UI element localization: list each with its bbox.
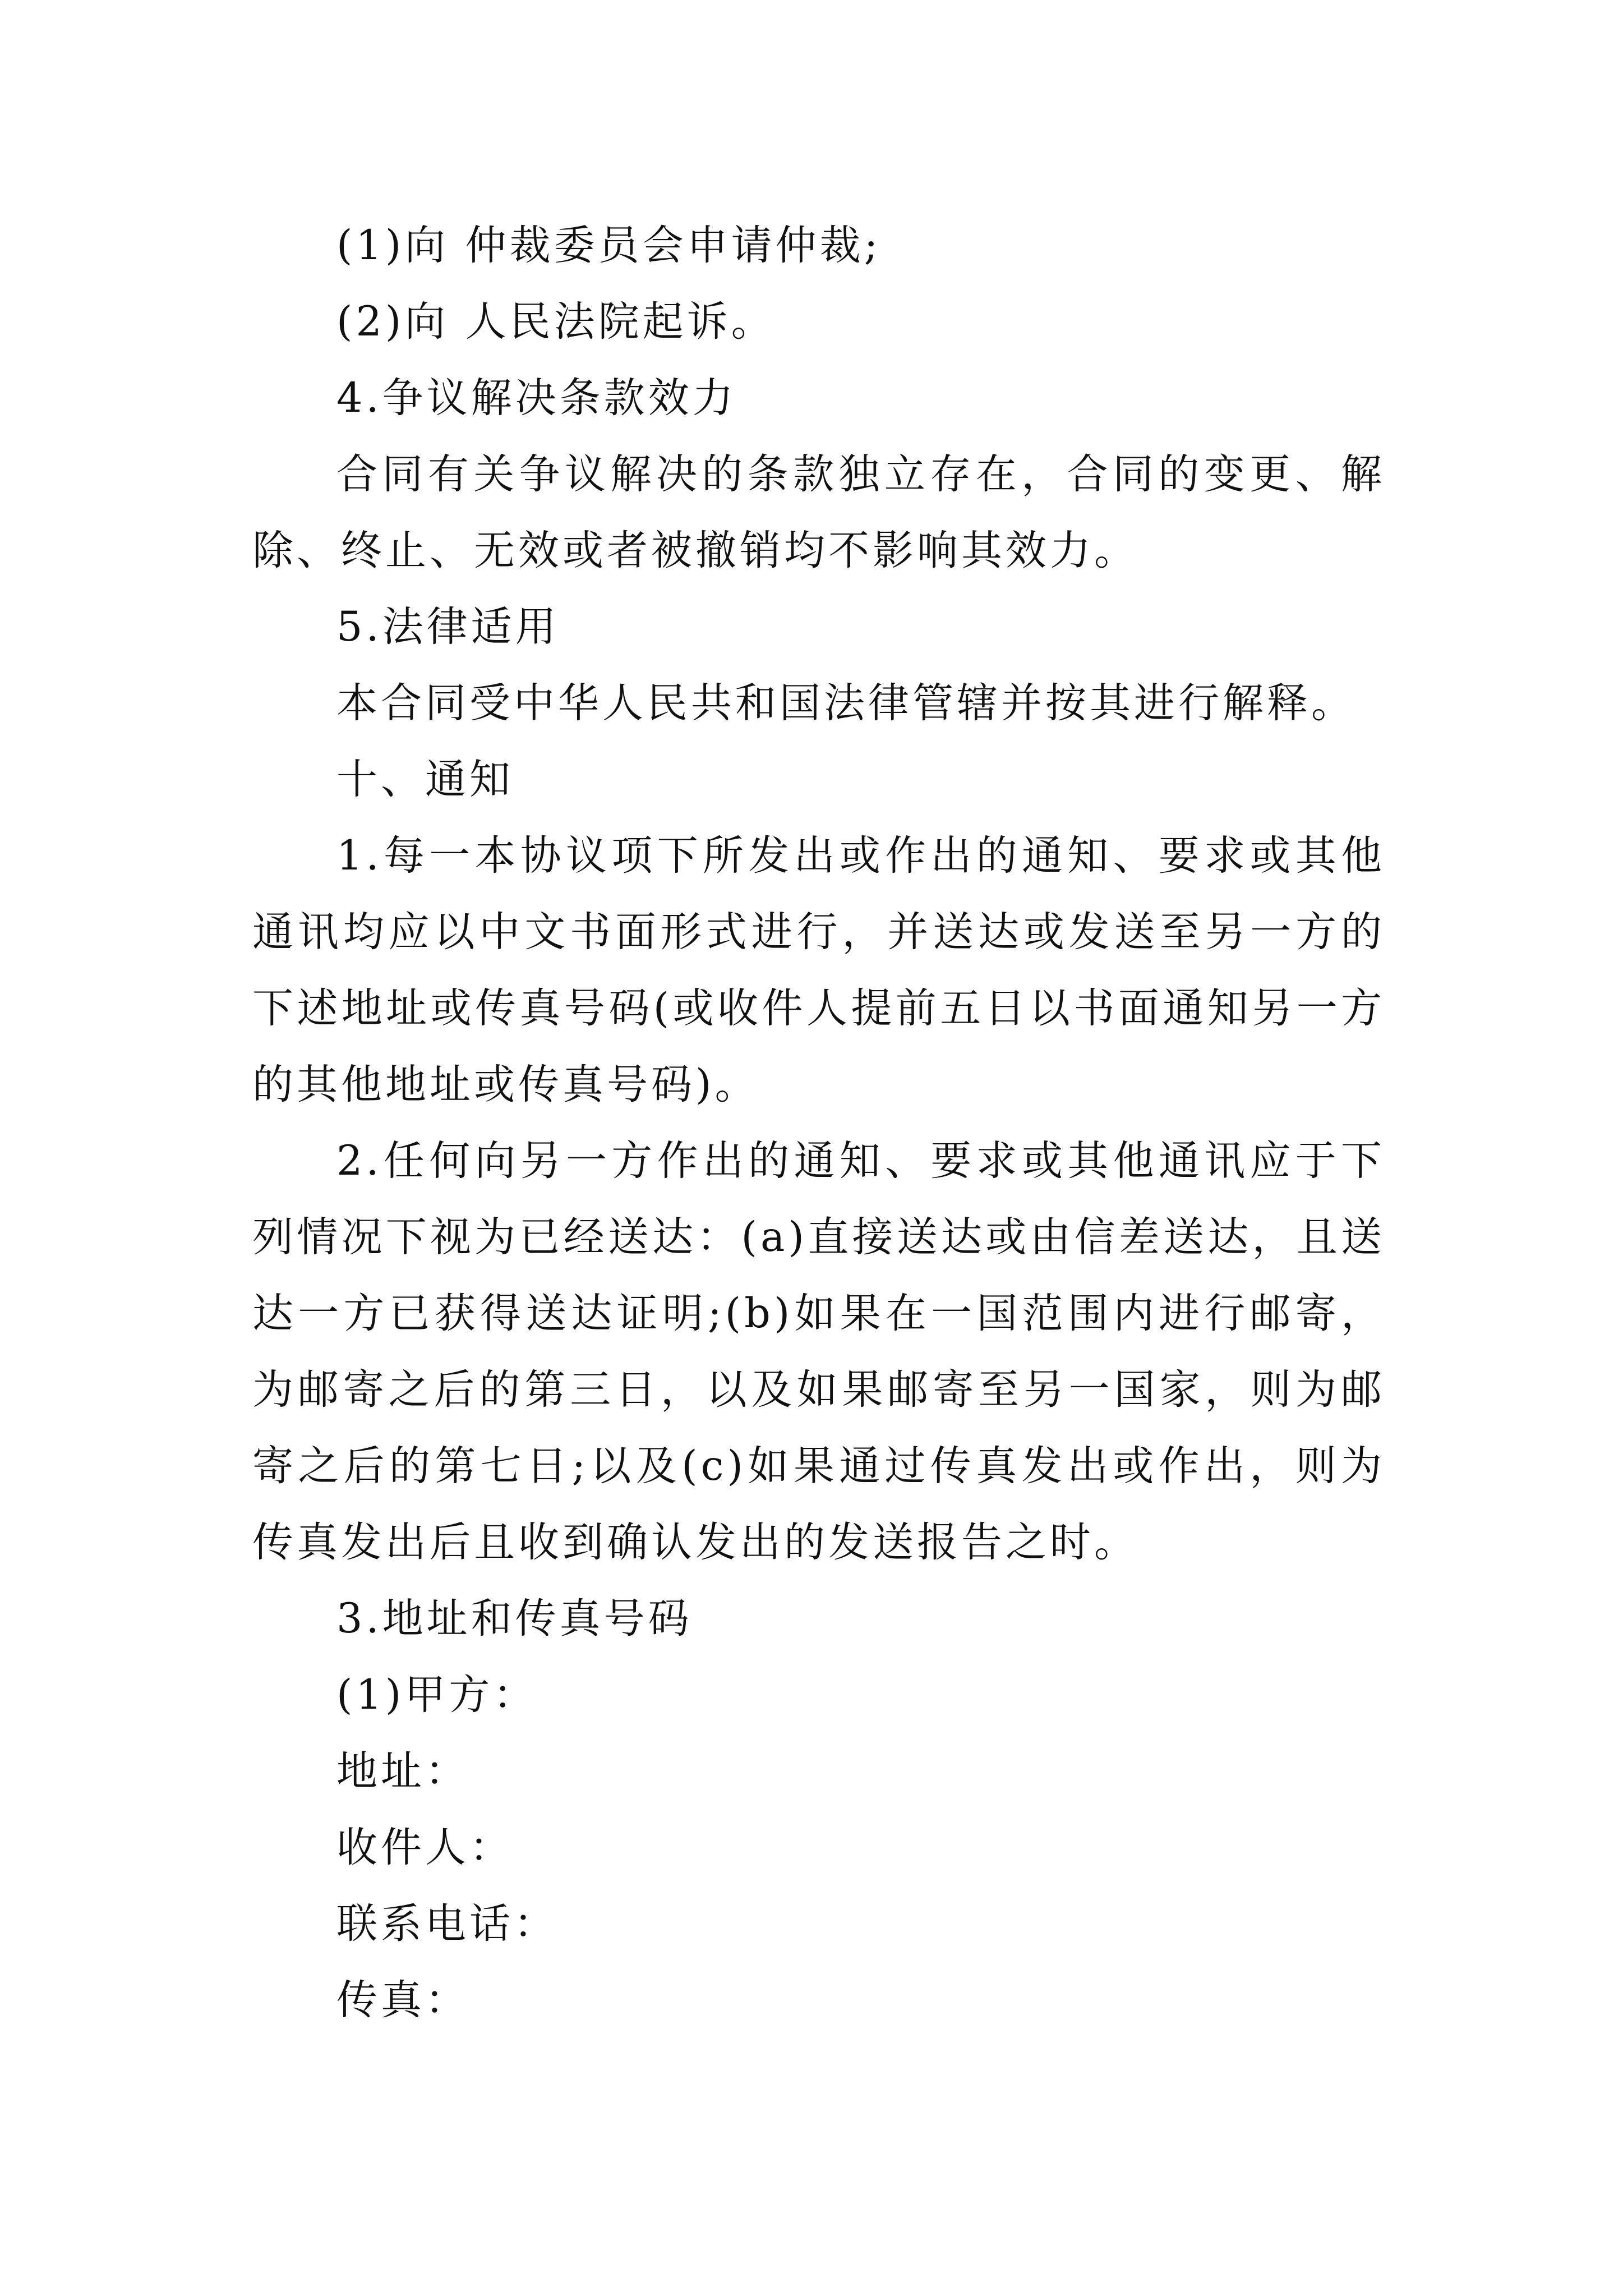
section-heading-dispute-clause-validity: 4.争议解决条款效力 bbox=[336, 374, 737, 422]
paragraph-notice-form: 1.每一本协议项下所发出或作出的通知、要求或其他通讯均应以中文书面形式进行，并送达或发送至另一方的下述地址或传真号码(或收件人提前五日以书面通知另一方的其他地址或传真号码)。 bbox=[252, 832, 1385, 1108]
section-heading-applicable-law: 5.法律适用 bbox=[336, 603, 560, 651]
field-label-address: 地址： bbox=[336, 1747, 469, 1795]
section-heading-address-fax: 3.地址和传真号码 bbox=[336, 1595, 693, 1642]
paragraph-applicable-law: 本合同受中华人民共和国法律管辖并按其进行解释。 bbox=[336, 679, 1355, 727]
document-body bbox=[252, 208, 1385, 2039]
paragraph-dispute-clause-validity: 合同有关争议解决的条款独立存在，合同的变更、解除、终止、无效或者被撤销均不影响其效力。 bbox=[252, 450, 1385, 574]
field-label-fax: 传真： bbox=[336, 1976, 469, 2024]
list-item-arbitration: (1)向 仲裁委员会申请仲裁; bbox=[336, 222, 882, 269]
field-label-phone: 联系电话： bbox=[336, 1900, 558, 1948]
section-heading-notices: 十、通知 bbox=[336, 756, 514, 803]
list-item-litigation: (2)向 人民法院起诉。 bbox=[336, 298, 776, 346]
field-label-party-a: (1)甲方： bbox=[336, 1671, 538, 1719]
paragraph-notice-delivery: 2.任何向另一方作出的通知、要求或其他通讯应于下列情况下视为已经送达：(a)直接送达或由信差送达，且送达一方已获得送达证明;(b)如果在一国范围内进行邮寄，为邮寄之后的第三日，以及如果邮寄至另一国家，则为邮寄之后的第七日;以及(c)如果通过传真发出或作出，则为传真发出后且收到确认发出的发送报告之时。 bbox=[252, 1137, 1385, 1566]
field-label-recipient: 收件人： bbox=[336, 1824, 514, 1871]
